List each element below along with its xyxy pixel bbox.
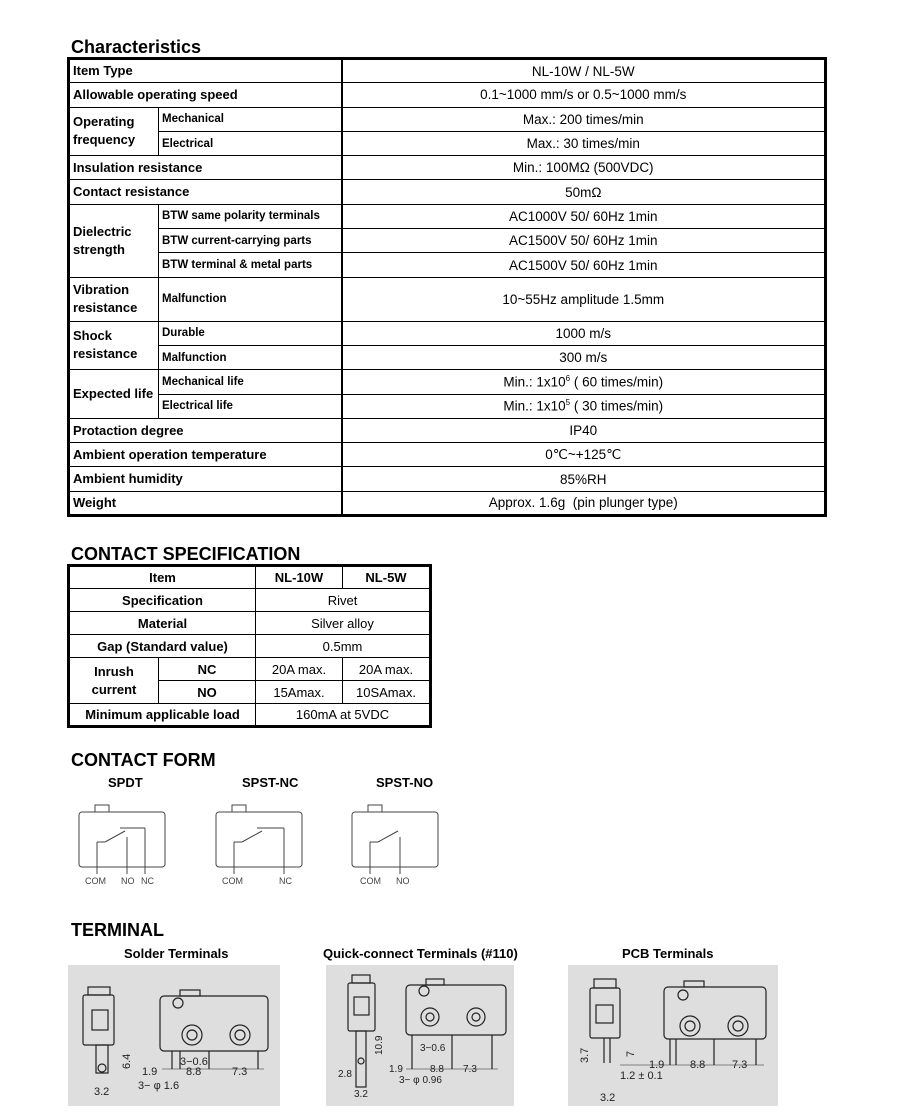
solder-d6: 3− φ 1.6: [138, 1080, 180, 1092]
item-type-label: Item Type: [69, 59, 342, 83]
temp-value: 0℃~+125℃: [342, 443, 826, 467]
humidity-label: Ambient humidity: [69, 467, 342, 491]
item-type-value: NL-10W / NL-5W: [342, 59, 826, 83]
temp-label: Ambient operation temperature: [69, 443, 342, 467]
solder-d4: 8.8: [186, 1066, 202, 1078]
cs-minload-label: Minimum applicable load: [69, 704, 256, 727]
table-row: [69, 658, 431, 681]
shock-label: Shock resistance: [69, 321, 159, 370]
spst-nc-title: SPST-NC: [242, 775, 299, 790]
op-freq-label: Operating frequency: [69, 107, 159, 156]
op-freq-mech-value: Max.: 200 times/min: [342, 107, 826, 131]
life-mech-prefix: Min.: 1x10: [503, 374, 566, 390]
spst-no-com: COM: [360, 876, 381, 886]
cs-spec-value: Rivet: [256, 589, 431, 612]
spst-no-title: SPST-NO: [376, 775, 434, 790]
cs-nc-10w: 20A max.: [256, 658, 343, 681]
solder-d1: 6.4: [121, 1053, 133, 1069]
cs-material-value: Silver alloy: [256, 612, 431, 635]
pcb-d3: 1.9: [649, 1059, 665, 1071]
weight-value: Approx. 1.6g (pin plunger type): [342, 491, 826, 515]
quick-title: Quick-connect Terminals (#110): [323, 946, 518, 961]
table-row: [69, 635, 431, 658]
op-freq-elec-value: Max.: 30 times/min: [342, 131, 826, 155]
solder-d3: 1.9: [142, 1066, 158, 1078]
table-row: [69, 59, 826, 83]
life-mech-exp: 6: [565, 374, 571, 384]
spdt-no: NO: [121, 876, 135, 886]
protection-label: Protaction degree: [69, 418, 342, 442]
quick-d7: 3− φ 0.96: [399, 1075, 442, 1086]
pcb-d6: 1.2 ± 0.1: [620, 1070, 663, 1082]
spdt-nc: NC: [141, 876, 154, 886]
life-mech-suffix: ( 60 times/min): [570, 374, 664, 390]
quick-d1: 10.9: [374, 1035, 385, 1055]
table-row: [69, 418, 826, 442]
table-row: [69, 131, 826, 155]
shock-malf-label: Malfunction: [159, 345, 342, 369]
dielectric-r2-value: AC1500V 50/ 60Hz 1min: [342, 229, 826, 253]
solder-d5: 7.3: [232, 1066, 248, 1078]
dielectric-r2-label: BTW current-carrying parts: [159, 229, 342, 253]
contact-res-label: Contact resistance: [69, 180, 342, 204]
insulation-value: Min.: 100MΩ (500VDC): [342, 156, 826, 180]
table-row: [69, 277, 826, 321]
table-row: [69, 443, 826, 467]
cs-nc-label: NC: [159, 658, 256, 681]
quick-d4: 8.8: [430, 1064, 444, 1075]
pcb-d5: 7.3: [732, 1059, 748, 1071]
quick-terminal-drawing: [326, 965, 514, 1106]
op-freq-elec-label: Electrical: [159, 131, 342, 155]
vibration-label: Vibration resistance: [69, 277, 159, 321]
pcb-terminal-drawing: [568, 965, 778, 1106]
table-row: [69, 566, 431, 589]
table-row: [69, 83, 826, 107]
characteristics-title: Characteristics: [71, 37, 202, 57]
quick-d8: 3.2: [354, 1089, 368, 1100]
spdt-diagram: [75, 802, 171, 890]
life-elec-suffix: ( 30 times/min): [570, 398, 664, 414]
contact-spec-table: [67, 564, 432, 728]
insulation-label: Insulation resistance: [69, 156, 342, 180]
spst-nc-com: COM: [222, 876, 243, 886]
quick-d2: 3−0.6: [420, 1043, 446, 1054]
solder-terminal-drawing: [68, 965, 280, 1106]
spst-no-diagram: [348, 802, 444, 890]
shock-durable-value: 1000 m/s: [342, 321, 826, 345]
quick-d5: 7.3: [463, 1064, 477, 1075]
table-row: [69, 612, 431, 635]
weight-label: Weight: [69, 491, 342, 515]
shock-durable-label: Durable: [159, 321, 342, 345]
contact-form-title: CONTACT FORM: [71, 750, 216, 770]
table-row: [69, 394, 826, 418]
cs-header-col2: NL-5W: [343, 566, 431, 589]
pcb-d4: 8.8: [690, 1059, 706, 1071]
table-row: [69, 370, 826, 394]
table-row: [69, 229, 826, 253]
vibration-sub-label: Malfunction: [159, 277, 342, 321]
terminal-title: TERMINAL: [71, 920, 164, 940]
cs-no-10w: 15Amax.: [256, 681, 343, 704]
table-row: [69, 180, 826, 204]
table-row: [69, 491, 826, 515]
table-row: [69, 704, 431, 727]
humidity-value: 85%RH: [342, 467, 826, 491]
life-elec-exp: 5: [565, 398, 571, 408]
protection-value: IP40: [342, 418, 826, 442]
vibration-value: 10~55Hz amplitude 1.5mm: [342, 277, 826, 321]
life-label: Expected life: [69, 370, 159, 419]
dielectric-r1-label: BTW same polarity terminals: [159, 204, 342, 228]
quick-d3: 1.9: [389, 1064, 403, 1075]
life-elec-label: Electrical life: [159, 394, 342, 418]
spst-nc-diagram: [212, 802, 308, 890]
cs-header-col1: NL-10W: [256, 566, 343, 589]
table-row: [69, 107, 826, 131]
op-freq-mech-label: Mechanical: [159, 107, 342, 131]
table-row: [69, 589, 431, 612]
dielectric-r3-label: BTW terminal & metal parts: [159, 253, 342, 277]
speed-value: 0.1~1000 mm/s or 0.5~1000 mm/s: [342, 83, 826, 107]
cs-header-item: Item: [69, 566, 256, 589]
spst-no-no: NO: [396, 876, 410, 886]
life-elec-prefix: Min.: 1x10: [503, 398, 566, 414]
spdt-com: COM: [85, 876, 106, 886]
shock-malf-value: 300 m/s: [342, 345, 826, 369]
pcb-title: PCB Terminals: [622, 946, 714, 961]
characteristics-table: [67, 57, 827, 517]
life-elec-value: [342, 394, 826, 418]
table-row: [69, 253, 826, 277]
cs-material-label: Material: [69, 612, 256, 635]
life-mech-value: [342, 370, 826, 394]
cs-minload-value: 160mA at 5VDC: [256, 704, 431, 727]
cs-inrush-label: Inrush current: [69, 658, 159, 704]
quick-d6: 2.8: [338, 1069, 352, 1080]
cs-no-5w: 10SAmax.: [343, 681, 431, 704]
table-row: [69, 345, 826, 369]
speed-label: Allowable operating speed: [69, 83, 342, 107]
table-row: [69, 156, 826, 180]
spst-nc-nc: NC: [279, 876, 292, 886]
dielectric-r1-value: AC1000V 50/ 60Hz 1min: [342, 204, 826, 228]
pcb-d7: 3.2: [600, 1092, 616, 1104]
contact-res-value: 50mΩ: [342, 180, 826, 204]
dielectric-r3-value: AC1500V 50/ 60Hz 1min: [342, 253, 826, 277]
cs-nc-5w: 20A max.: [343, 658, 431, 681]
spdt-title: SPDT: [108, 775, 143, 790]
cs-gap-value: 0.5mm: [256, 635, 431, 658]
contact-spec-title: CONTACT SPECIFICATION: [71, 544, 301, 564]
table-row: [69, 204, 826, 228]
dielectric-label: Dielectric strength: [69, 204, 159, 277]
cs-spec-label: Specification: [69, 589, 256, 612]
solder-d2: 3−0.6: [180, 1056, 208, 1068]
solder-title: Solder Terminals: [124, 946, 229, 961]
table-row: [69, 467, 826, 491]
pcb-d2: 7: [625, 1050, 637, 1057]
cs-no-label: NO: [159, 681, 256, 704]
solder-d7: 3.2: [94, 1086, 110, 1098]
life-mech-label: Mechanical life: [159, 370, 342, 394]
table-row: [69, 321, 826, 345]
cs-gap-label: Gap (Standard value): [69, 635, 256, 658]
pcb-d1: 3.7: [579, 1047, 591, 1063]
